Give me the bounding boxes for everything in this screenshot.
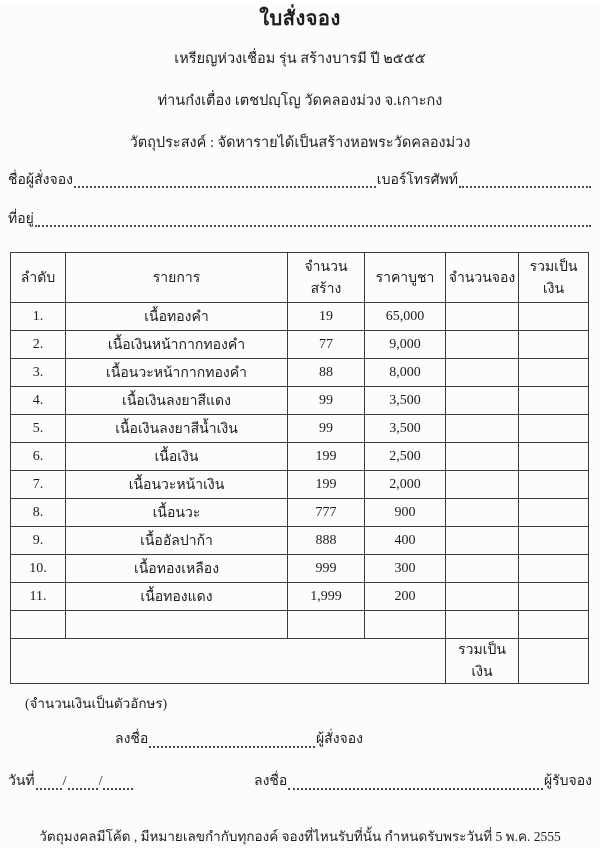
cell-price: 400 — [365, 527, 446, 555]
cell-no: 1. — [11, 303, 66, 331]
cell-no: 7. — [11, 471, 66, 499]
col-header-price: ราคาบูชา — [365, 253, 446, 303]
edition-subtitle: เหรียญห่วงเชื่อม รุ่น สร้างบารมี ปี ๒๕๕๕ — [174, 51, 426, 67]
cell-no: 6. — [11, 443, 66, 471]
monk-subtitle: ท่านก๋งเตื่อง เตชปญฺโญ วัดคลองม่วง จ.เกาะกง — [157, 93, 443, 109]
receiver-signature-group — [254, 771, 592, 793]
table-row — [11, 527, 589, 555]
cell-qty-made: 77 — [288, 331, 365, 359]
phone-field — [459, 172, 591, 188]
cell-total — [519, 611, 589, 639]
col-header-qty-made: จำนวนสร้าง — [288, 253, 365, 303]
cell-qty-ordered — [446, 331, 519, 359]
col-header-no: ลำดับ — [11, 253, 66, 303]
col-header-item: รายการ — [66, 253, 288, 303]
orderer-signature-field — [149, 732, 315, 748]
date-slash: / — [62, 774, 67, 789]
cell-qty-made: 777 — [288, 499, 365, 527]
cell-total — [519, 303, 589, 331]
table-row — [11, 331, 589, 359]
cell-qty-ordered — [446, 527, 519, 555]
address-row — [0, 209, 600, 230]
orderer-name-label: ชื่อผู้สั่งจอง — [8, 173, 73, 188]
cell-no: 2. — [11, 331, 66, 359]
address-field — [35, 211, 591, 227]
orderer-name-field — [74, 172, 376, 188]
table-row — [11, 499, 589, 527]
cell-no: 3. — [11, 359, 66, 387]
date-label: วันที่ — [8, 774, 35, 789]
cell-qty-made: 99 — [288, 387, 365, 415]
date-and-receiver-row — [0, 771, 600, 793]
receiver-signature-field — [288, 774, 543, 790]
cell-no: 10. — [11, 555, 66, 583]
cell-item: เนื้อเงินหน้ากากทองคำ — [66, 331, 288, 359]
cell-item: เนื้อทองคำ — [66, 303, 288, 331]
order-form-page — [0, 6, 600, 848]
cell-total — [519, 471, 589, 499]
grand-total-row — [11, 639, 589, 684]
cell-item: เนื้อนวะหน้ากากทองคำ — [66, 359, 288, 387]
cell-item: เนื้อทองเหลือง — [66, 555, 288, 583]
table-row — [11, 415, 589, 443]
cell-qty-made: 99 — [288, 415, 365, 443]
cell-price: 9,000 — [365, 331, 446, 359]
cell-qty-made: 88 — [288, 359, 365, 387]
cell-item: เนื้อเงินลงยาสีน้ำเงิน — [66, 415, 288, 443]
cell-qty-made: 1,999 — [288, 583, 365, 611]
receiver-role-label: ผู้รับจอง — [543, 774, 592, 789]
table-row — [11, 359, 589, 387]
date-slash: / — [98, 774, 103, 789]
cell-total — [519, 387, 589, 415]
grand-total-label: รวมเป็นเงิน — [446, 639, 519, 684]
cell-qty-made: 999 — [288, 555, 365, 583]
purpose-subtitle: วัตถุประสงค์ : จัดหารายได้เป็นสร้างหอพระวัดคลองม่วง — [129, 135, 471, 151]
address-label: ที่อยู่ — [8, 212, 34, 227]
cell-item: เนื้อเงินลงยาสีแดง — [66, 387, 288, 415]
table-row — [11, 443, 589, 471]
cell-total — [519, 443, 589, 471]
cell-item: เนื้ออัลปาก้า — [66, 527, 288, 555]
table-row — [11, 387, 589, 415]
cell-no: 5. — [11, 415, 66, 443]
table-row — [11, 583, 589, 611]
order-table — [10, 252, 589, 684]
grand-total-spacer-cell — [11, 639, 446, 684]
table-header-row — [11, 253, 589, 303]
cell-price: 900 — [365, 499, 446, 527]
cell-item: เนื้อเงิน — [66, 443, 288, 471]
cell-item — [66, 611, 288, 639]
date-day-field — [36, 774, 62, 790]
cell-qty-made: 888 — [288, 527, 365, 555]
cell-price: 2,000 — [365, 471, 446, 499]
cell-item: เนื้อทองแดง — [66, 583, 288, 611]
cell-qty-ordered — [446, 555, 519, 583]
cell-qty-ordered — [446, 583, 519, 611]
cell-item: เนื้อนวะหน้าเงิน — [66, 471, 288, 499]
cell-price: 300 — [365, 555, 446, 583]
orderer-role-label: ผู้สั่งจอง — [315, 732, 363, 747]
cell-no: 11. — [11, 583, 66, 611]
amount-in-words-note: (จำนวนเงินเป็นตัวอักษร) — [25, 696, 168, 711]
cell-no: 9. — [11, 527, 66, 555]
cell-total — [519, 331, 589, 359]
cell-qty-made: 199 — [288, 443, 365, 471]
cell-qty-ordered — [446, 611, 519, 639]
cell-price: 200 — [365, 583, 446, 611]
empty-row — [11, 611, 589, 639]
col-header-qty-ordered: จำนวนจอง — [446, 253, 519, 303]
table-row — [11, 471, 589, 499]
date-month-field — [68, 774, 98, 790]
cell-qty-made — [288, 611, 365, 639]
cell-qty-ordered — [446, 443, 519, 471]
cell-price: 3,500 — [365, 387, 446, 415]
cell-total — [519, 359, 589, 387]
cell-qty-ordered — [446, 499, 519, 527]
cell-price: 2,500 — [365, 443, 446, 471]
cell-item: เนื้อนวะ — [66, 499, 288, 527]
orderer-sign-label: ลงชื่อ — [115, 732, 149, 747]
cell-no: 8. — [11, 499, 66, 527]
col-header-total: รวมเป็นเงิน — [519, 253, 589, 303]
grand-total-value-cell — [519, 639, 589, 684]
date-field-group — [8, 771, 158, 793]
orderer-phone-row — [0, 170, 600, 191]
table-row — [11, 555, 589, 583]
cell-qty-ordered — [446, 359, 519, 387]
cell-total — [519, 499, 589, 527]
receiver-sign-label: ลงชื่อ — [254, 774, 288, 789]
cell-price: 8,000 — [365, 359, 446, 387]
cell-total — [519, 527, 589, 555]
cell-total — [519, 555, 589, 583]
cell-qty-ordered — [446, 387, 519, 415]
cell-price — [365, 611, 446, 639]
footer-note: วัตถุมงคลมีโค้ด , มีหมายเลขกำกับทุกองค์ จองที่ไหนรับที่นั้น กำหนดรับพระวันที่ 5 พ.ค. 2555 — [39, 829, 561, 844]
date-year-field — [103, 774, 133, 790]
table-row — [11, 303, 589, 331]
cell-no: 4. — [11, 387, 66, 415]
cell-total — [519, 415, 589, 443]
phone-label: เบอร์โทรศัพท์ — [376, 173, 458, 188]
cell-qty-ordered — [446, 415, 519, 443]
cell-qty-made: 19 — [288, 303, 365, 331]
page-title: ใบสั่งจอง — [259, 8, 341, 30]
cell-price: 65,000 — [365, 303, 446, 331]
cell-no — [11, 611, 66, 639]
orderer-signature-row — [115, 729, 363, 751]
cell-price: 3,500 — [365, 415, 446, 443]
cell-total — [519, 583, 589, 611]
cell-qty-ordered — [446, 303, 519, 331]
cell-qty-made: 199 — [288, 471, 365, 499]
cell-qty-ordered — [446, 471, 519, 499]
